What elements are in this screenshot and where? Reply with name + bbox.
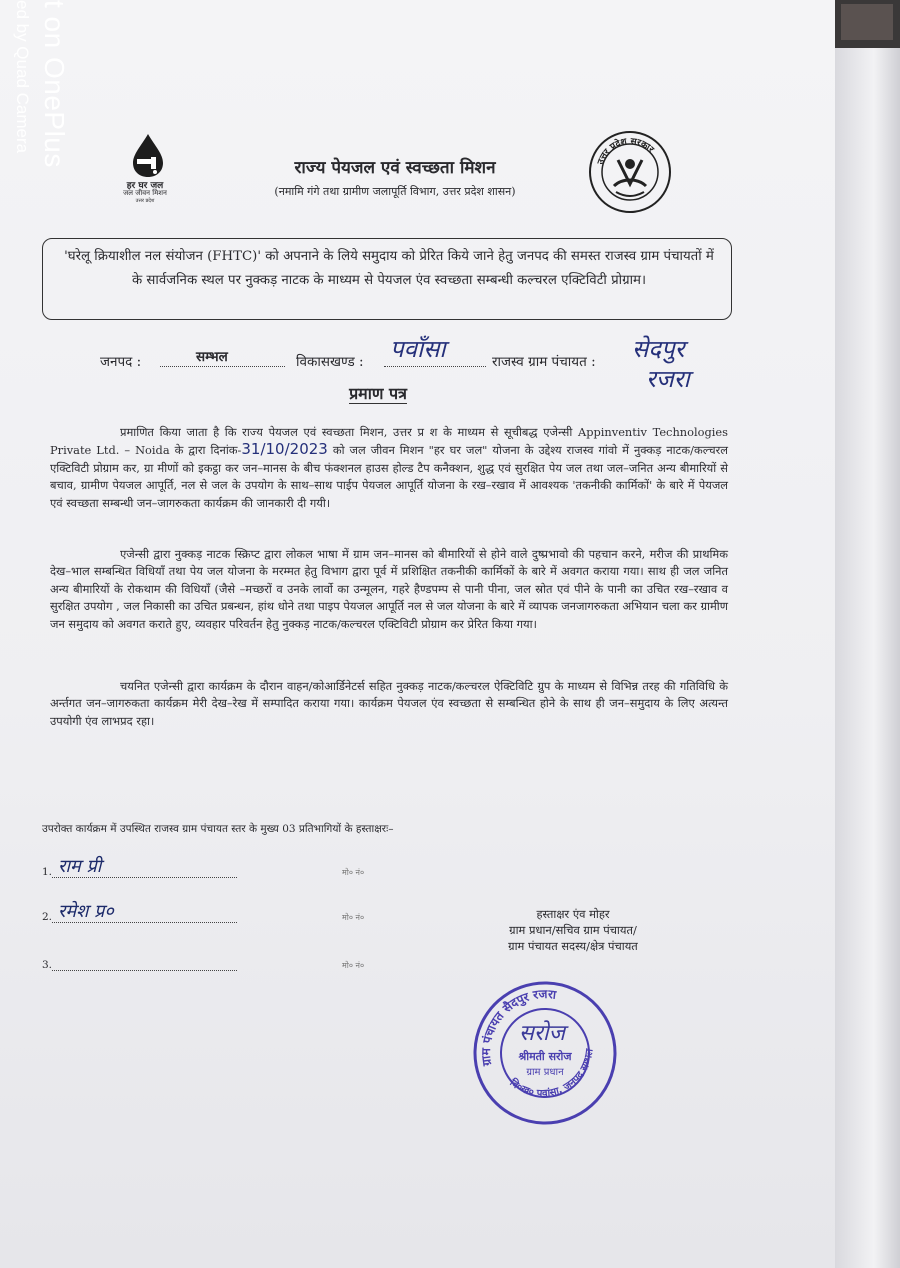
- signature-row-3: [42, 951, 382, 973]
- camera-watermark: [8, 0, 78, 210]
- sign-line-3: ग्राम पंचायत सदस्य/क्षेत्र पंचायत: [508, 939, 638, 953]
- org-title: राज्य पेयजल एवं स्वच्छता मिशन: [294, 158, 496, 178]
- program-title-text: 'घरेलू क्रियाशील नल संयोजन (FHTC)' को अपनाने के लिये समुदाय को प्रेरित किये जाने हेतु जनपद की समस्त राजस्व ग्राम पंचायतों में के सार्वजनिक स्थल पर नुक्कड़ नाटक के माध्यम से पेयजल एंव स्वच्छता सम्बन्धी कल्चरल एक्टिविटी प्रोग्राम।: [64, 249, 714, 288]
- page-edge: [835, 0, 900, 1268]
- paragraph-3: [50, 678, 728, 730]
- watermark-line-1: t on OnePlus: [39, 0, 70, 168]
- paragraph-1-b: को जल जीवन मिशन "हर घर जल" योजना के उद्देश्य राजस्व गांवो में नुक्कड़ नाटक/कल्चरल एक्टिविटी प्रोग्राम कर, ग्रा मीणों को इकट्ठा कर जन–मानस के बीच फंक्शनल हाउस होल्ड टैप कनैक्शन, शुद्ध एवं सुरक्षित पेय जल तथा जल–जनित अन्य बीमारियों से बचाव, ग्रामीण पेयजल आपूर्ति, नल से जल के उपयोग के साथ–साथ पाईप पेयजल आपूर्ति योजना के रख–रखाव में आवश्यक 'तकनीकी कार्मिकों' के बारे में पेयजल एवं स्वच्छता सम्बन्धी जन–जागरुकता कार्यक्रम की जानकारी दी गयी।: [50, 443, 729, 510]
- org-subtitle: (नमामि गंगे तथा ग्रामीण जलापूर्ति विभाग, उत्तर प्रदेश शासन): [274, 185, 516, 198]
- signature-row-1: [42, 858, 382, 880]
- emblem-text: उत्तर प्रदेश सरकार: [596, 136, 656, 167]
- mobile-label: मो० नं०: [342, 868, 365, 877]
- stamp-ring-text: ग्राम पंचायत सैदपुर रजरा: [478, 986, 557, 1067]
- signature-row-number: 2.: [42, 911, 53, 923]
- janpad-label: जनपद :: [100, 354, 142, 370]
- mobile-label: मो० नं०: [342, 961, 365, 970]
- sign-label: हस्ताक्षर एंव मोहर: [536, 907, 610, 921]
- signature-row-2: [42, 903, 382, 925]
- paragraph-1: [50, 424, 728, 512]
- sign-line-2: ग्राम प्रधान/सचिव ग्राम पंचायत/: [509, 923, 637, 937]
- certificate-title-text: प्रमाण पत्र: [349, 384, 407, 403]
- panchayat-value-1: सेदपुर: [632, 335, 685, 363]
- janpad-value: सम्भल: [196, 349, 228, 365]
- organization-header: [250, 155, 540, 199]
- water-drop-icon: [111, 132, 185, 178]
- paragraph-2-text: एजेन्सी द्वारा नुक्कड़ नाटक स्क्रिप्ट द्वारा लोकल भाषा में ग्राम जन–मानस को बीमारियों से होने वाले दुष्प्रभावो की पहचान करने, मरीज की प्राथमिक देख–भाल सम्बन्धित विधियाँ तथा पेय जल योजना के मरम्मत हेतु विभाग द्वारा पूर्व में प्रशिक्षित तकनीकी कार्मिकों के बारे में अवगत कराया गया। साथ ही जल जनित अन्य बीमारियों के रोकथाम की विधियाँ (जैसे –मच्छरों व उनके लार्वो का उन्मूलन, गहरे हैण्डपम्प से पानी पीना, जल स्रोत एवं पीने के पानी का उचित रख–रखाव व सुरक्षित उपयोग , जल निकासी का उचित प्रबन्धन, हांथ धोने तथा पाइप पेयजल आपूर्ति नल से जल योजना के बारे में व्यापक जनजागरुकता अभियान चला कर ग्रामीण जन समुदाय को अवगत कराते हुए, व्यवहार परिवर्तन हेतु नुक्कड़ नाटक/कल्चरल एक्टिविटी प्रोग्राम कर प्रेरित किया गया।: [50, 547, 728, 631]
- gram-pradhan-stamp: [470, 978, 620, 1128]
- paragraph-1-a: प्रमाणित किया जाता है कि राज्य पेयजल एवं स्वच्छता मिशन, उत्तर प्र श के माध्यम से सूचीबद्ध एजेन्सी Appinventiv Technologies Private Ltd. – Noida के द्वारा दिनांक-: [50, 425, 728, 458]
- stamp-line: श्रीमती सरोज: [518, 1050, 572, 1063]
- logo-line-3: उत्तर प्रदेश: [135, 198, 155, 204]
- stamp-ring-bottom: वि०ख० पवांसा, जनपद सम्भल: [507, 1048, 596, 1100]
- logo-line-1: हर घर जल: [126, 181, 164, 191]
- program-date: 31/10/2023: [241, 440, 328, 459]
- certificate-title: [318, 382, 438, 404]
- vikaskhand-label: विकासखण्ड :: [296, 354, 364, 370]
- signature-row-number: 3.: [42, 959, 53, 971]
- dark-corner: [835, 0, 900, 48]
- paragraph-2: [50, 546, 728, 633]
- paragraph-3-text: चयनित एजेन्सी द्वारा कार्यक्रम के दौरान वाहन/कोआर्डिनेटर्स सहित नुक्कड़ नाटक/कल्चरल ऐक्टिविटि ग्रुप के माध्यम से विभिन्न तरह की गतिविधि के अर्न्तगत जन–जागरुकता कार्यक्रम मेरी देख–रेख में सम्पादित कराया गया। कार्यक्रम पेयजल एंव स्वच्छता से सम्बन्धित होने के साथ ही जन–समुदाय के लिए अत्यन्त उपयोगी एंव लाभप्रद रहा।: [50, 679, 728, 728]
- signature-row-name: रमेश प्र०: [58, 901, 114, 922]
- vikaskhand-value: पवाँसा: [390, 335, 446, 363]
- logo-line-2: जल जीवन मिशन: [123, 189, 167, 197]
- panchayat-label: राजस्व ग्राम पंचायत :: [492, 354, 596, 370]
- stamp-name: सरोज: [519, 1021, 565, 1046]
- watermark-line-2: ed by Quad Camera: [13, 0, 32, 154]
- location-fields: [100, 335, 800, 393]
- har-ghar-jal-logo: [108, 132, 188, 212]
- up-govt-emblem: [588, 130, 672, 214]
- signature-block: [478, 906, 668, 954]
- signatures-intro: उपरोक्त कार्यक्रम में उपस्थित राजस्व ग्राम पंचायत स्तर के मुख्य 03 प्रतिभागियों के हस्ताक्षरः–: [42, 823, 394, 835]
- program-title-box: [42, 238, 732, 320]
- stamp-role: ग्राम प्रधान: [526, 1067, 564, 1078]
- signature-row-number: 1.: [42, 866, 53, 878]
- panchayat-value-2: रजरा: [646, 365, 690, 393]
- signature-row-name: राम प्री: [58, 856, 102, 877]
- mobile-label: मो० नं०: [342, 913, 365, 922]
